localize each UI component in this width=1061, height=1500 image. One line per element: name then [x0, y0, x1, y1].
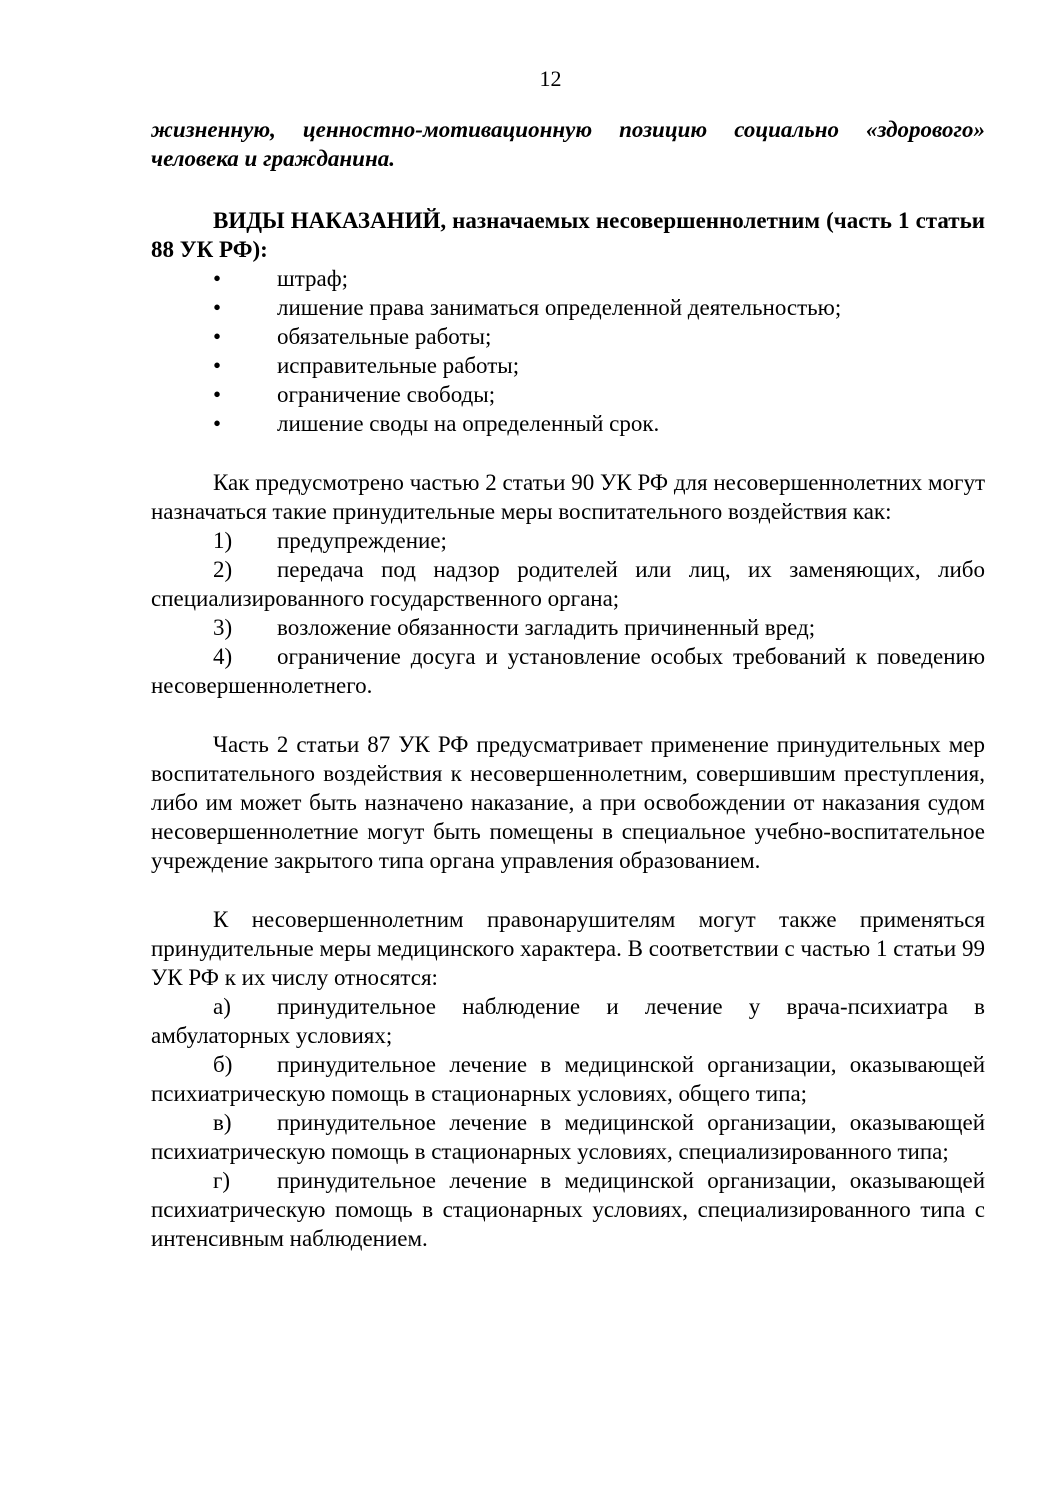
list-item-number: г)	[213, 1168, 231, 1193]
bullet-icon: •	[213, 382, 222, 407]
list-item-number: а)	[213, 994, 231, 1019]
bullet-icon: •	[213, 324, 222, 349]
list-item	[151, 555, 985, 613]
list-item	[151, 1108, 985, 1166]
list-item-text: принудительное лечение в медицинской организации, оказывающей психиатрическую помощь в стационарных условиях, специализированного типа;	[151, 1110, 985, 1164]
list-item	[151, 380, 985, 409]
list-item-text: предупреждение;	[277, 528, 447, 553]
list-item	[151, 322, 985, 351]
section-heading-punishments: ВИДЫ НАКАЗАНИЙ, назначаемых несовершеннолетним (часть 1 статьи 88 УК РФ):	[151, 208, 985, 262]
list-item	[151, 351, 985, 380]
list-item	[151, 293, 985, 322]
medical-measures-list	[151, 992, 985, 1253]
bullet-icon: •	[213, 295, 222, 320]
list-item	[151, 642, 985, 700]
list-item	[151, 1050, 985, 1108]
list-item	[151, 526, 985, 555]
educational-measures-list	[151, 526, 985, 700]
list-item	[151, 613, 985, 642]
list-item-number: 3)	[213, 615, 233, 640]
list-item-number: 4)	[213, 644, 233, 669]
list-item-text: лишение права заниматься определенной деятельностью;	[277, 295, 842, 320]
list-item-text: принудительное лечение в медицинской организации, оказывающей психиатрическую помощь в стационарных условиях, специализированного типа с интенсивным наблюдением.	[151, 1168, 985, 1251]
page-content	[151, 115, 985, 1253]
medical-measures-paragraph: К несовершеннолетним правонарушителям могут также применяться принудительные меры медицинского характера. В соответствии с частью 1 статьи 99 УК РФ к их числу относятся:	[151, 907, 985, 990]
list-item-number: в)	[213, 1110, 232, 1135]
list-item	[151, 264, 985, 293]
punishments-list	[151, 264, 985, 438]
list-item-text: принудительное лечение в медицинской организации, оказывающей психиатрическую помощь в стационарных условиях, общего типа;	[151, 1052, 985, 1106]
list-item	[151, 1166, 985, 1253]
bullet-icon: •	[213, 353, 222, 378]
list-item-text: передача под надзор родителей или лиц, их заменяющих, либо специализированного государственного органа;	[151, 557, 985, 611]
bullet-icon: •	[213, 266, 222, 291]
list-item-text: ограничение свободы;	[277, 382, 496, 407]
article-87-paragraph: Часть 2 статьи 87 УК РФ предусматривает применение принудительных мер воспитательного воздействия к несовершеннолетним, совершившим преступления, либо им может быть назначено наказание, а при освобождении от наказания судом несовершеннолетние могут быть помещены в специальное учебно-воспитательное учреждение закрытого типа органа управления образованием.	[151, 732, 985, 873]
educational-measures-paragraph: Как предусмотрено частью 2 статьи 90 УК РФ для несовершеннолетних могут назначаться такие принудительные меры воспитательного воздействия как:	[151, 470, 985, 524]
list-item-number: б)	[213, 1052, 233, 1077]
bullet-icon: •	[213, 411, 222, 436]
page-number: 12	[539, 66, 562, 91]
list-item	[151, 992, 985, 1050]
list-item-text: лишение своды на определенный срок.	[277, 411, 660, 436]
list-item-text: исправительные работы;	[277, 353, 520, 378]
list-item-text: возложение обязанности загладить причиненный вред;	[277, 615, 816, 640]
intro-paragraph: жизненную, ценностно-мотивационную позицию социально «здорового» человека и гражданина.	[151, 117, 985, 171]
list-item-text: штраф;	[277, 266, 349, 291]
list-item-text: ограничение досуга и установление особых требований к поведению несовершеннолетнего.	[151, 644, 985, 698]
list-item-text: обязательные работы;	[277, 324, 492, 349]
list-item-number: 2)	[213, 557, 233, 582]
list-item-number: 1)	[213, 528, 233, 553]
list-item	[151, 409, 985, 438]
list-item-text: принудительное наблюдение и лечение у врача-психиатра в амбулаторных условиях;	[151, 994, 985, 1048]
